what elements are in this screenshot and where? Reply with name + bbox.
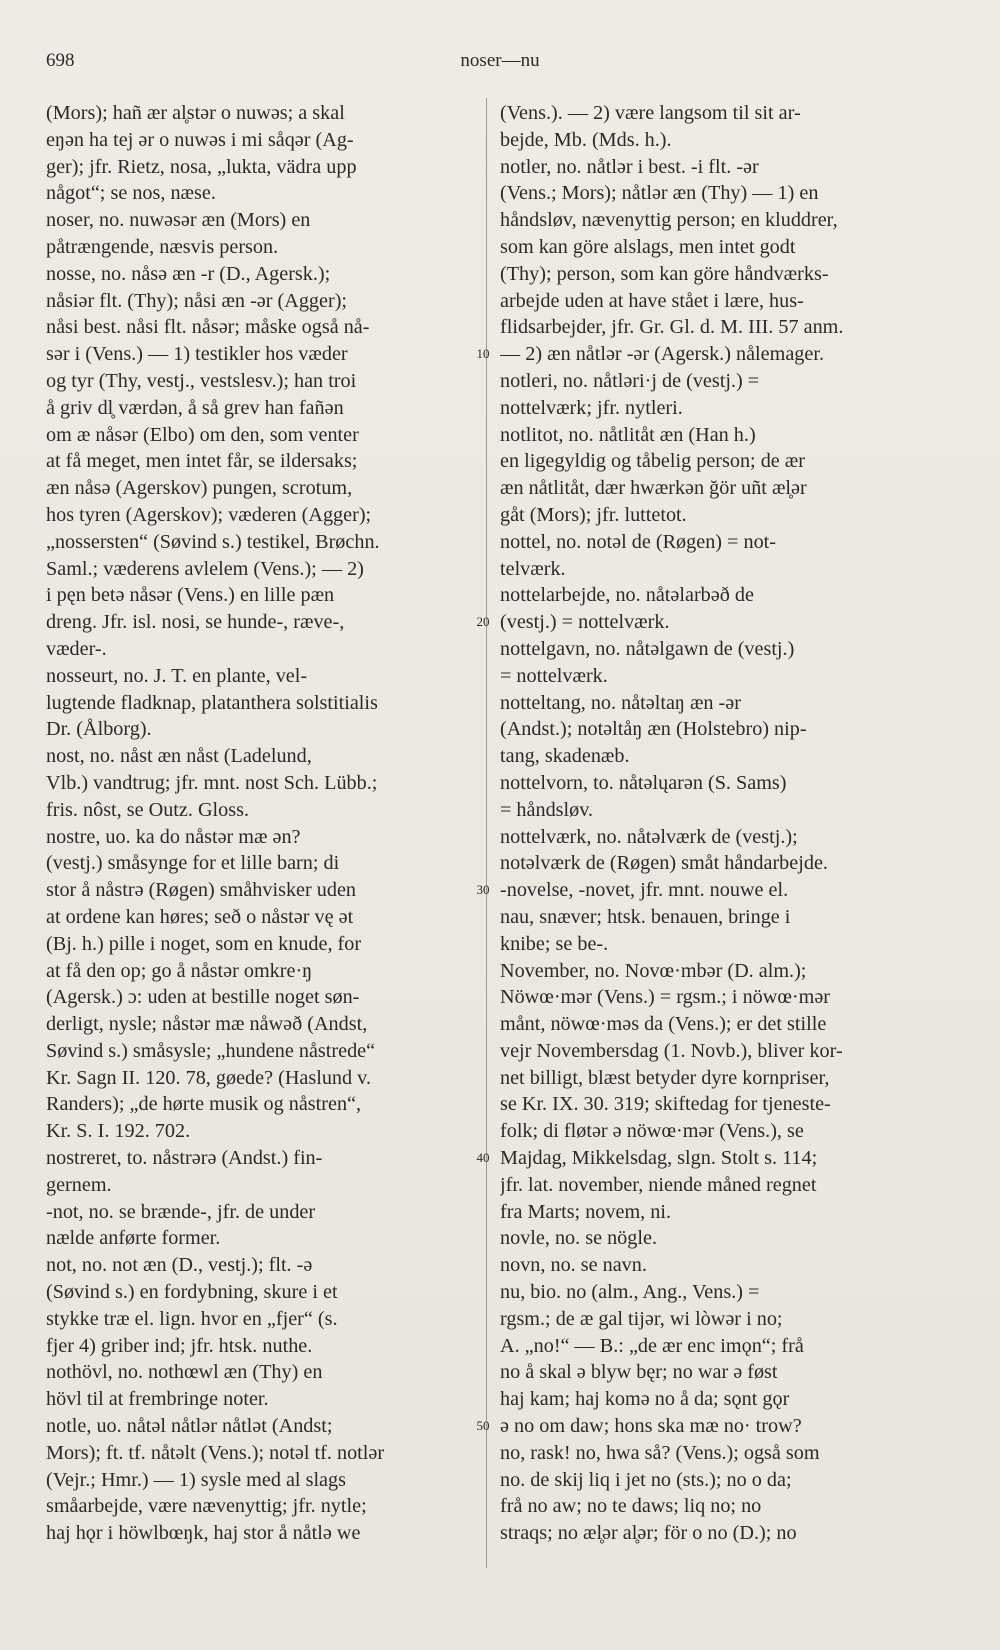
text-line: stor å nåstrə (Røgen) småhvisker uden <box>46 879 357 902</box>
text-line: derligt, nysle; nåstər mæ nåwəð (Andst, <box>46 1013 368 1036</box>
text-line: Kr. Sagn II. 120. 78, gøede? (Haslund v. <box>46 1066 371 1089</box>
text-line: = nottelværk. <box>500 664 608 687</box>
text-line: novle, no. se nögle. <box>500 1227 657 1250</box>
text-line: Vlb.) vandtrug; jfr. mnt. nost Sch. Lübb.; <box>46 771 378 794</box>
text-line: nælde anførte former. <box>46 1227 221 1250</box>
line-number: 20 <box>476 614 490 630</box>
text-line: påtrængende, næsvis person. <box>46 235 279 258</box>
line-number: 40 <box>476 1150 490 1166</box>
text-line: (Søvind s.) en fordybning, skure i et <box>46 1281 338 1304</box>
text-line: og tyr (Thy, vestj., vestslesv.); han troi <box>46 369 357 392</box>
text-line: fra Marts; novem, ni. <box>500 1200 671 1223</box>
line-number: 50 <box>476 1418 490 1434</box>
text-line: ger); jfr. Rietz, nosa, „lukta, vädra upp <box>46 155 357 178</box>
text-line: „nossersten“ (Søvind s.) testikel, Brøchn. <box>46 530 380 553</box>
text-line: -not, no. se brænde-, jfr. de under <box>46 1200 316 1223</box>
text-line: nottelværk; jfr. nytleri. <box>500 396 683 419</box>
text-line: notler, no. nåtlər i best. -i flt. -ər <box>500 155 759 178</box>
text-line: haj hǫr i höwlbœŋk, haj stor å nåtlə we <box>46 1522 361 1545</box>
text-line: folk; di fløtər ə nöwœ·mər (Vens.), se <box>500 1120 804 1143</box>
text-line: nostre, uo. ka do nåstər mæ ən? <box>46 825 301 848</box>
text-line: Mors); ft. tf. nåtəlt (Vens.); notəl tf. notlər <box>46 1441 385 1464</box>
text-line: Majdag, Mikkelsdag, slgn. Stolt s. 114; <box>500 1147 818 1170</box>
text-line: notle, uo. nåtəl nåtlər nåtlət (Andst; <box>46 1415 333 1438</box>
text-line: hövl til at frembringe noter. <box>46 1388 269 1411</box>
text-line: = håndsløv. <box>500 798 594 821</box>
text-line: net billigt, blæst betyder dyre kornpriser, <box>500 1066 830 1089</box>
text-line: notleri, no. nåtləri·j de (vestj.) = <box>500 369 760 392</box>
text-line: se Kr. IX. 30. 319; skiftedag for tjeneste- <box>500 1093 831 1116</box>
left-column <box>46 100 474 1547</box>
text-line: håndsløv, nævenyttig person; en kluddrer, <box>500 209 838 232</box>
page-number: 698 <box>46 50 75 71</box>
text-line: not, no. not æn (D., vestj.); flt. -ə <box>46 1254 313 1277</box>
text-line: notəlværk de (Røgen) småt håndarbejde. <box>500 852 828 875</box>
text-line: lugtende fladknap, platanthera solstitialis <box>46 691 378 714</box>
text-line: (vestj.) småsynge for et lille barn; di <box>46 852 340 875</box>
text-line: æn nåtlitåt, dær hwærkən ğör uñt æl̥ər <box>500 477 807 500</box>
text-line: no. de skij liq i jet no (sts.); no o da; <box>500 1468 792 1491</box>
line-number: 10 <box>476 346 490 362</box>
text-line: Saml.; væderens avlelem (Vens.); — 2) <box>46 557 364 580</box>
text-line: haj kam; haj komə no å da; sǫnt gǫr <box>500 1388 790 1411</box>
text-line: fjer 4) griber ind; jfr. htsk. nuthe. <box>46 1334 313 1357</box>
text-line: frå no aw; no te daws; liq no; no <box>500 1495 762 1518</box>
text-line: at ordene kan høres; seð o nåstər vę ət <box>46 905 354 928</box>
text-line: ə no om daw; hons ska mæ no· trow? <box>500 1415 802 1438</box>
text-line: notlitot, no. nåtlitåt æn (Han h.) <box>500 423 756 446</box>
text-line: November, no. Novœ·mbər (D. alm.); <box>500 959 807 982</box>
text-line: nostreret, to. nåstrərə (Andst.) fin- <box>46 1147 323 1170</box>
text-line: (Agersk.) ɔ: uden at bestille noget søn- <box>46 986 360 1009</box>
text-line: rgsm.; de æ gal tijər, wi lòwər i no; <box>500 1307 783 1330</box>
text-line: nosseurt, no. J. T. en plante, vel- <box>46 664 308 687</box>
text-line: hos tyren (Agerskov); væderen (Agger); <box>46 503 372 526</box>
text-line: något“; se nos, næse. <box>46 182 216 205</box>
text-line: nåsiər flt. (Thy); nåsi æn -ər (Agger); <box>46 289 348 312</box>
text-line: nottelgavn, no. nåtəlgawn de (vestj.) <box>500 637 795 660</box>
text-line: nosse, no. nåsə æn -r (D., Agersk.); <box>46 262 331 285</box>
line-number: 30 <box>476 882 490 898</box>
text-line: om æ nåsər (Elbo) om den, som venter <box>46 423 359 446</box>
text-line: nottelvorn, to. nåtəlųarən (S. Sams) <box>500 771 787 794</box>
text-line: tang, skadenæb. <box>500 745 630 768</box>
text-line: stykke træ el. lign. hvor en „fjer“ (s. <box>46 1307 338 1330</box>
text-line: fris. nôst, se Outz. Gloss. <box>46 798 249 821</box>
text-line: væder-. <box>46 637 107 660</box>
text-line: månt, nöwœ·məs da (Vens.); er det stille <box>500 1013 827 1036</box>
text-line: (Vens.; Mors); nåtlər æn (Thy) — 1) en <box>500 182 819 205</box>
text-line: nau, snæver; htsk. benauen, bringe i <box>500 905 791 928</box>
text-line: Dr. (Ålborg). <box>46 718 152 741</box>
text-line: at få den op; go å nåstər omkre·ŋ <box>46 959 313 982</box>
text-line: bejde, Mb. (Mds. h.). <box>500 128 672 151</box>
text-line: no, rask! no, hwa så? (Vens.); også som <box>500 1441 820 1464</box>
right-column <box>500 100 932 1547</box>
text-line: arbejde uden at have stået i lære, hus- <box>500 289 804 312</box>
text-line: Randers); „de hørte musik og nåstren“, <box>46 1093 362 1116</box>
text-line: notteltang, no. nåtəltaŋ æn -ər <box>500 691 741 714</box>
text-line: (Bj. h.) pille i noget, som en knude, for <box>46 932 362 955</box>
text-line: nost, no. nåst æn nåst (Ladelund, <box>46 745 312 768</box>
text-line: å griv dl̥ værdən, å så grev han fañən <box>46 396 344 419</box>
text-line: som kan göre alslags, men intet godt <box>500 235 796 258</box>
text-line: æn nåsə (Agerskov) pungen, scrotum, <box>46 477 353 500</box>
text-line: novn, no. se navn. <box>500 1254 647 1277</box>
text-line: no å skal ə blyw bęr; no war ə føst <box>500 1361 778 1384</box>
text-line: Søvind s.) småsysle; „hundene nåstrede“ <box>46 1039 376 1062</box>
text-line: (Thy); person, som kan göre håndværks- <box>500 262 829 285</box>
text-line: nåsi best. nåsi flt. nåsər; måske også nå- <box>46 316 370 339</box>
text-line: nu, bio. no (alm., Ang., Vens.) = <box>500 1281 760 1304</box>
text-line: småarbejde, være nævenyttig; jfr. nytle; <box>46 1495 367 1518</box>
text-line: (vestj.) = nottelværk. <box>500 611 670 634</box>
text-line: i pęn betə nåsər (Vens.) en lille pæn <box>46 584 335 607</box>
text-line: (Andst.); notəltåŋ æn (Holstebro) nip- <box>500 718 807 741</box>
text-line: A. „no!“ — B.: „de ær enc imǫn“; frå <box>500 1334 804 1357</box>
text-line: en ligegyldig og tåbelig person; de ær <box>500 450 805 473</box>
text-line: straqs; no æl̥ər al̥ər; för o no (D.); no <box>500 1522 797 1545</box>
text-line: Kr. S. I. 192. 702. <box>46 1120 191 1143</box>
text-line: vejr Novembersdag (1. Novb.), bliver kor- <box>500 1039 843 1062</box>
text-line: eŋən ha tej ər o nuwəs i mi såqər (Ag- <box>46 128 354 151</box>
text-line: gåt (Mors); jfr. luttetot. <box>500 503 687 526</box>
text-line: flidsarbejder, jfr. Gr. Gl. d. M. III. 57 anm. <box>500 316 844 339</box>
page-header <box>46 50 954 80</box>
text-line: noser, no. nuwəsər æn (Mors) en <box>46 209 311 232</box>
text-line: Nöwœ·mər (Vens.) = rgsm.; i nöwœ·mər <box>500 986 831 1009</box>
text-line: dreng. Jfr. isl. nosi, se hunde-, ræve-, <box>46 611 345 634</box>
text-line: nottelarbejde, no. nåtəlarbəð de <box>500 584 754 607</box>
text-line: gernem. <box>46 1173 112 1196</box>
column-divider <box>486 98 487 1568</box>
text-line: nottel, no. notəl de (Røgen) = not- <box>500 530 777 553</box>
text-line: (Vens.). — 2) være langsom til sit ar- <box>500 102 801 124</box>
text-line: nothövl, no. nothœwl æn (Thy) en <box>46 1361 323 1384</box>
text-line: (Vejr.; Hmr.) — 1) sysle med al slags <box>46 1468 346 1491</box>
text-line: jfr. lat. november, niende måned regnet <box>500 1173 817 1196</box>
text-line: -novelse, -novet, jfr. mnt. nouwe el. <box>500 879 789 902</box>
running-head: noser—nu <box>460 50 540 71</box>
text-line: knibe; se be-. <box>500 932 609 955</box>
text-line: nottelværk, no. nåtəlværk de (vestj.); <box>500 825 798 848</box>
text-line: — 2) æn nåtlər -ər (Agersk.) nålemager. <box>500 343 824 366</box>
text-line: at få meget, men intet får, se ildersaks; <box>46 450 358 473</box>
text-line: telværk. <box>500 557 566 580</box>
text-line: sər i (Vens.) — 1) testikler hos væder <box>46 343 348 366</box>
text-line: (Mors); hañ ær al̥stər o nuwəs; a skal <box>46 102 345 124</box>
